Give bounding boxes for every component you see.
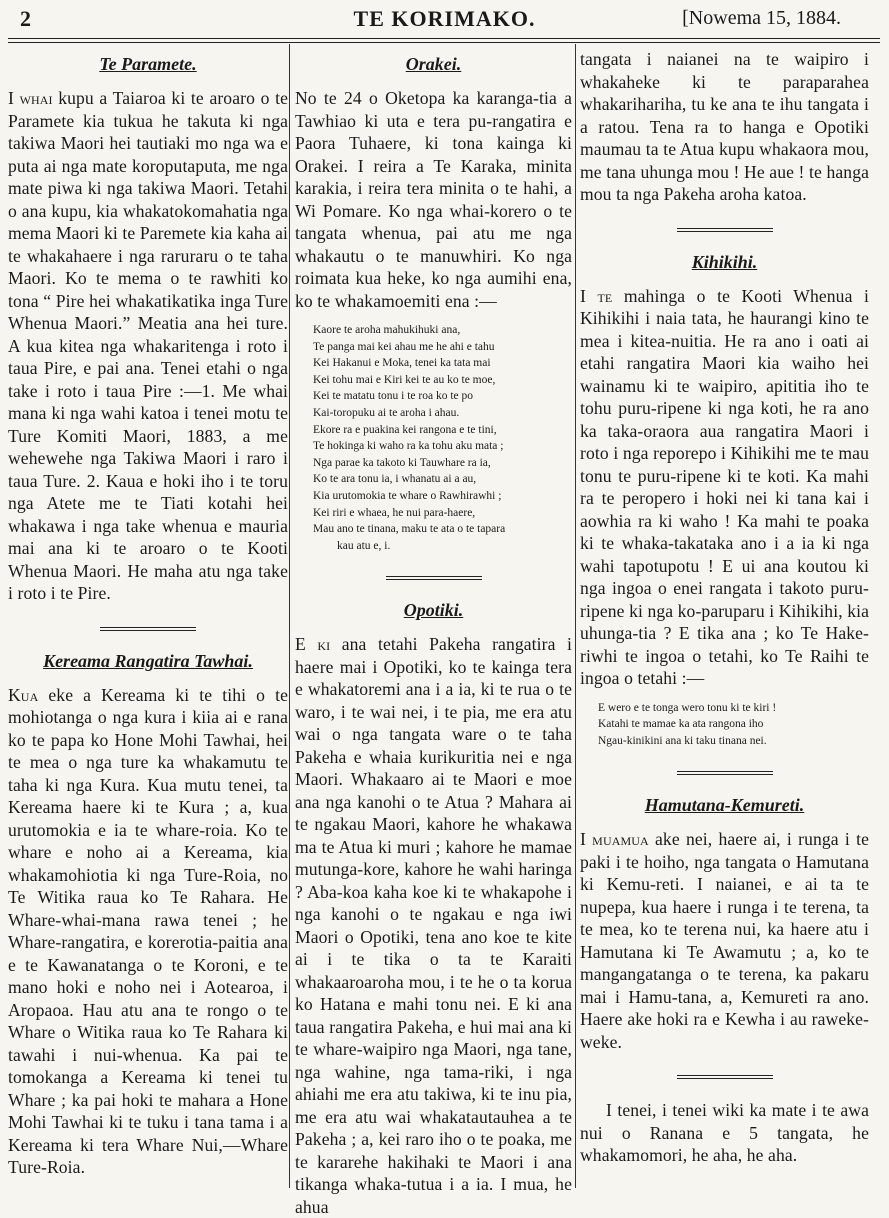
column-divider [289,44,290,1188]
poem-line: Kei riri e whaea, he nui para-haere, [313,506,476,519]
section-separator [386,576,482,580]
article-text: ake nei, haere ai, i runga i te paki i te hoiho, nga tangata o Hamutana ki Kemu-reti. I naianei, e ai ta te nupepa, kua haere i runga i te terena, ta te mea, ko te terena nui, ka haere atu i Hamutana ki Te Awamutu ; a, ko te mangangatanga o te terena, ka pakaru mai i Hamu-tana, a, Kemureti ra ano. Haere ake hoki ra e Kewha i au raweke-weke. [580,829,870,1052]
article-text: ana tetahi Pakeha rangatira i haere mai i Opotiki, ko te kainga tera e whakatoremi ana i a ia, ki te rua o te waro, i te wai nei, i te pia, me era atu wai o nga tangata ware o te taha Pakeha e whaia kurikuritia nei e nga Maori. Whakaaro ai te Maori e moe ana nga kanohi o te Atua ? Mahara ai te ngakau Maori, kahore he whakawa ma te Atua ki muri ; kahore he mamae mutunga-kore, kahore he wahi haringa ? Aba-koa kaha koe ki te whakapohe i nga kanohi o te ngakau e nga iwi Maori o Opotiki, tena ano koe te kite ai i te tika o ta te Karaiti whakaaroaroha mou, i te he o ta korua ko Hatana e mahi tonu nei. E ki ana taua rangatira Pakeha, e hui mai ana ki te whare-waipiro nga Maori, nga tane, nga wahine, nga tama-riki, i nga ahiahi me era atu takiwa, ki te inu pia, me era atu wai whakatautauhea a te Pakeha ; a, kei raro iho o te poaka, me te kararehe hakihaki te Maori i ana tikanga whaka-tutua i a ia. I mua, he ahua [295,634,572,1217]
masthead [0,0,889,44]
lead-words: I whai [8,88,53,108]
poem-line: Kei te matatu tonu i te roa ko te po [313,390,473,403]
page-number: 2 [20,6,31,31]
article-continuation: tangata i naianei na te waipiro i whakaheke ki te paraparahea whakarihariha, tu ke ana te ihu tangata i a ratou. Tena ra to hanga e Opotiki maumau ta te Atua kupu whakaora mou, me tana uhunga mou ! He aue ! te hanga mou ta nga Pakeha aroha katoa. [580,49,869,204]
poem-line: Te panga mai kei ahau me he ahi e tahu [313,340,495,353]
article-body: No te 24 o Oketopa ka karanga-tia a Tawhiao ki uta e tera pu-rangatira e Paora Tuhaere, ki tona kainga ki Orakei. I reira a Te Karaka, minita karakia, i reira tera minita o te hahi, a Wi Pomare. Ko nga whai-korero o te tangata whenua, pai atu me nga whakautu o te manuwhiri. Ko nga roimata kua heke, ko nga aumihi ena, ko te whakamoemiti ena :— [295,88,572,311]
article-heading: Te Paramete. [99,54,197,74]
poem-line: Nga parae ka takoto ki Tauwhare ra ia, [313,456,491,469]
column-2 [295,46,572,1217]
lead-words: E ki [295,634,331,655]
poem-line: Katahi te mamae ka ata rangona iho [598,718,764,731]
section-separator [677,1075,773,1079]
poem-line: Kei tohu mai e Kiri kei te au ko te moe, [313,373,496,386]
column-divider [575,44,576,1188]
poem-line: Ko te ara tonu ia, i whanatu ai a au, [313,473,477,486]
article-heading: Kereama Rangatira Tawhai. [43,650,253,671]
column-3 [580,46,869,1186]
article-text: mahinga o te Kooti Whenua i Kihikihi i naia tata, he haurangi kino te mea i kitea-nuitia. He ra ano i oati ai etahi rangatira Maori kia waiho hei wainamu ki te waipiro, apititia iho te tohu puru-ripene ki nga koti, he ra ano ka taka-oraora aua rangatira Maori i roto i nga reporepo i Kihikihi me te mau tonu te puru-ripene ki te koti. Ka mahi ra te peropero i hoki nei ki tana kai i aowhia ra ki waho ! Ka mahi te poaka ki te whaka-takataka ano i a ia ki nga wahi tapotupotu ! E ui ana koutou ki nga ingoa o enei rangata i takoto puru-ripene ki nga ko-paruparu i Kihikihi, kia uhunga-tia ? E tika ana ; ko Te Hake-riwhi te ingoa o tetahi, ko Te Raihi te ingoa o tetahi :— [580,285,869,688]
poem-line: Mau ano te tinana, maku te ata o te tapara [313,523,506,536]
article-text: eke a Kereama ki te tihi o te mohiotanga o nga kura i kiia ai e rana ko te papa ko Hone Mohi Tawhai, hei te mea o nga ture ka whakamutu te taha ki nga Kura. Kua mutu tenei, ta Kereama haere ki te Kura ; a, kua urutomokia e ia te whare-roia. Ko te whare e noho ai a Kereama, kia whakamohiotia ki nga Ture-Roia, no Te Witika raua ko Te Rahara. He Whare-whai-mana rawa tenei ; he Whare-rangatira, e korerotia-paitia ana e te Kawanatanga o te Koroni, e te mano hoki e noho nei i Aotearoa, i Aropaoa. Hau atu ana te rongo o te Whare o Witika raua ko Te Rahara ki tawahi i nui-whenua. Ka pai te tomokanga a Kereama ki tenei tu Whare ; ka pai hoki te mahara a Hone Mohi Tawhai ki te tuku i tana tama i a Kereama ki tera Whare Nui,—Whare Ture-Roia. [8,684,288,1177]
section-separator [677,228,773,232]
section-separator [677,771,773,775]
article-heading: Opotiki. [403,600,464,621]
header-rule-secondary [8,42,880,43]
issue-date: [Nowema 15, 1884. [682,7,841,29]
article-body [8,684,288,1179]
article-body [580,285,869,690]
newspaper-title: TE KORIMAKO. [353,6,536,31]
article-body [295,633,572,1218]
header-rule [8,38,880,39]
article-text: kupu a Taiaroa ki te aroaro o te Paramete kia tukua he takuta ki nga takiwa Maori hei tautiaki mo nga wa e puta ai nga mate koroputaputa, me nga mate piwa ki nga takiwa Maori. Tetahi o ana kupu, kia whakatokomahatia nga mema Maori ki te Paremete kia kaha ai te whakahaere i nga raruraru o te taha Maori. Ko te mema o te rawhiti ko tona “ Pire hei whakatikatika inga Ture Whenua Maori.” Meatia ana hei ture. A kua kitea nga whakaritenga i roto i taua Pire, e pai ana. Tenei etahi o nga take i roto i taua Pire :—1. Me whai mana ki nga wahi katoa i tenei motu te Ture Komiti Maori, 1883, a me wehewehe nga Takiwa Maori i raro i taua Ture. 2. Kaua e hoki iho i te toru nga Atete me te Tiati kotahi hei whakawa i nga take whenua e mauria mai ana ki te aroaro o te Kooti Whenua Maori. He maha atu nga take i roto i te Pire. [8,88,288,603]
poem-line: Kaore te aroha mahukihuki ana, [313,324,461,336]
lead-words: Kua [8,684,39,705]
article-heading: Hamutana-Kemureti. [644,795,805,816]
poem-line: E wero e te tonga wero tonu ki te kiri ! [598,701,777,714]
poem-line: Kei Hakanui e Moka, tenei ka tata mai [313,357,491,370]
poem-line: Te hokinga ki waho ra ka tohu aku mata ; [313,440,504,453]
article-body: I tenei, i tenei wiki ka mate i te awa nui o Ranana e 5 tangata, he whakamomori, he aha, he aha. [580,1100,869,1166]
article-heading: Orakei. [405,54,462,74]
column-1 [8,46,288,1186]
section-separator [100,627,196,631]
poem-line: Ekore ra e puakina kei rangona e te tini, [313,423,497,436]
poem-block [598,700,869,750]
poem-block [313,322,572,554]
lead-words: I te [580,285,613,306]
article-body [8,87,288,605]
poem-line: kau atu e, i. [337,539,391,552]
article-body [580,828,869,1053]
poem-line: Kia urutomokia te whare o Rawhirawhi ; [313,489,502,502]
poem-line: Kai-toropuku ai te aroha i ahau. [313,406,460,419]
lead-words: I muamua [580,829,649,850]
poem-line: Ngau-kinikini ana ki taku tinana nei. [598,734,767,747]
article-heading: Kihikihi. [691,251,758,272]
